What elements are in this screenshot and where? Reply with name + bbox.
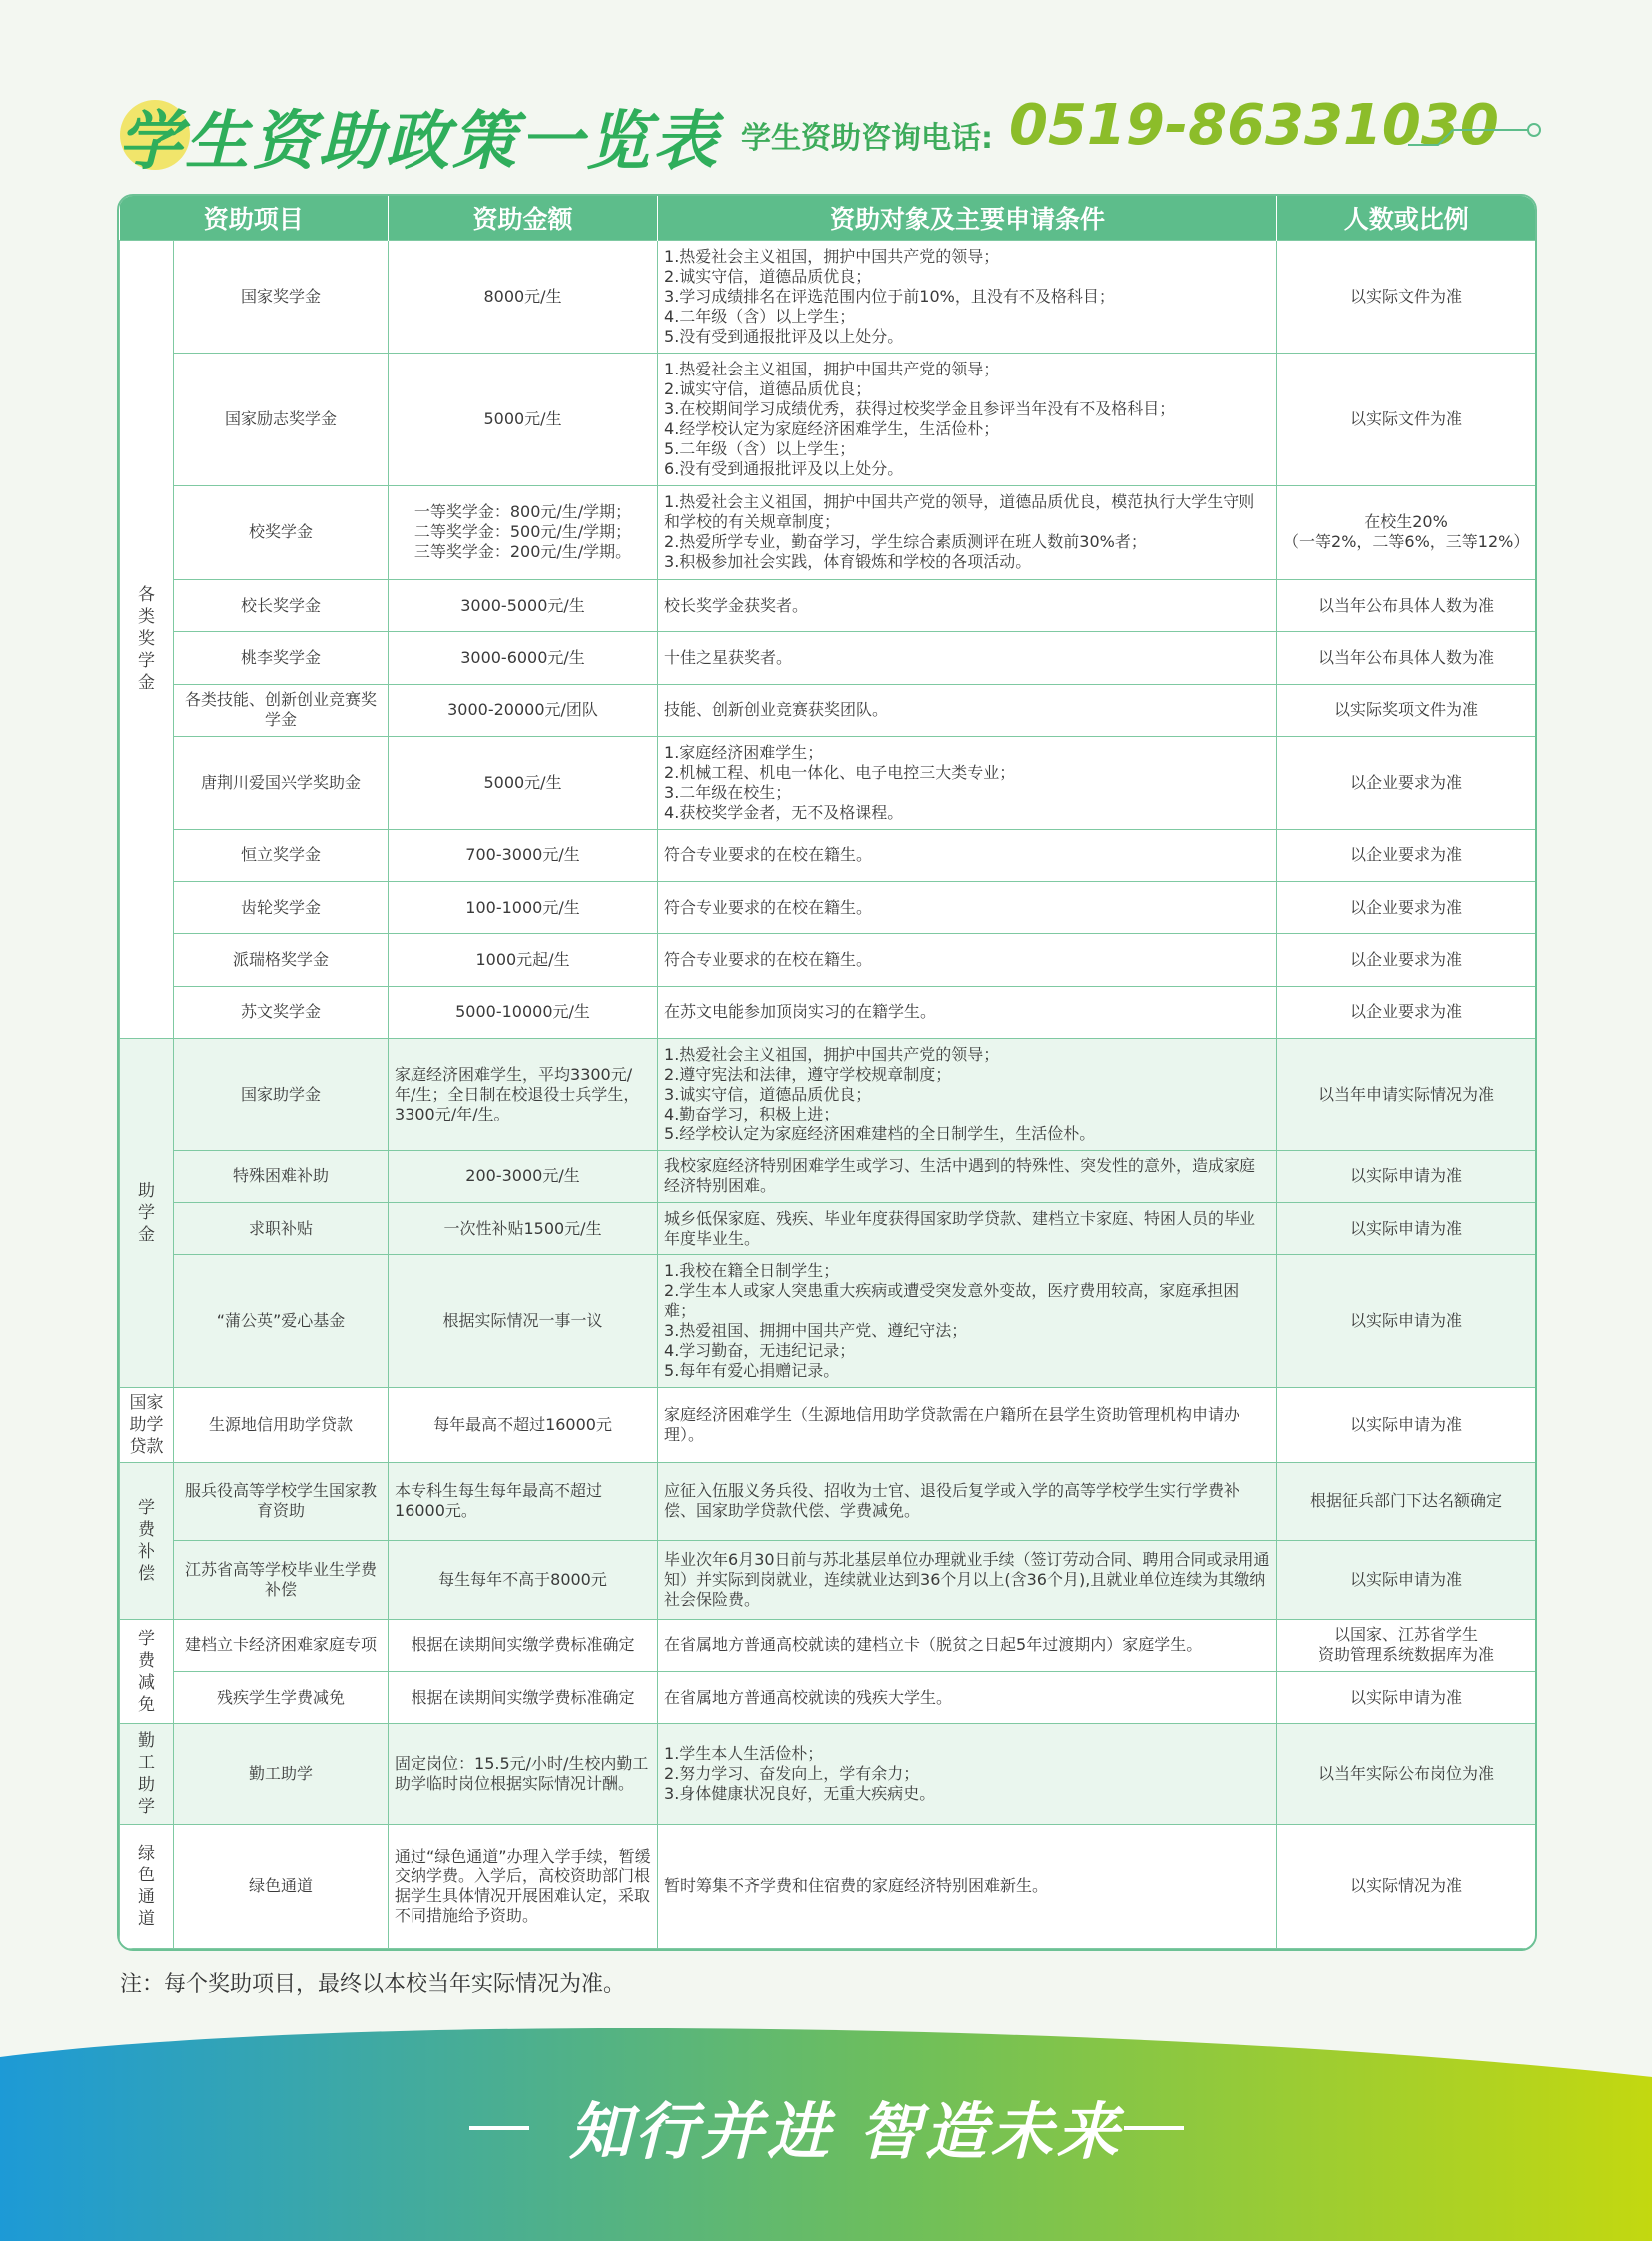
amount: 700-3000元/生 [389,829,658,881]
item-name: 特殊困难补助 [174,1150,389,1202]
item-name: 恒立奖学金 [174,829,389,881]
quota: 以实际申请为准 [1277,1150,1536,1202]
table-row [120,353,1536,485]
table-row [120,1724,1536,1825]
amount: 5000-10000元/生 [389,986,658,1038]
page-title: 学生资助政策一览表 [118,105,720,179]
slogan-dash-right [1124,2126,1184,2130]
requirements: 符合专业要求的在校在籍生。 [658,882,1277,934]
phone-label: 学生资助咨询电话: [741,121,993,156]
item-name: 生源地信用助学贷款 [174,1388,389,1462]
table-row [120,1039,1536,1151]
requirements: 符合专业要求的在校在籍生。 [658,934,1277,986]
requirements: 1.热爱社会主义祖国，拥护中国共产党的领导； 2.诚实守信，道德品质优良； 3.学习成绩排名在评选范围内位于前10%，且没有不及格科目； 4.二年级（含）以上学生； 5.没有受到通报批评及以上处分。 [658,241,1277,354]
col-header-quota: 人数或比例 [1277,196,1536,241]
table-row [120,986,1536,1038]
requirements: 在苏文电能参加顶岗实习的在籍学生。 [658,986,1277,1038]
quota: 以企业要求为准 [1277,829,1536,881]
quota: 以实际奖项文件为准 [1277,684,1536,736]
item-name: 桃李奖学金 [174,632,389,684]
table-row [120,1255,1536,1388]
amount: 5000元/生 [389,737,658,830]
quota: 以当年公布具体人数为准 [1277,632,1536,684]
slogan-dash-left [469,2126,529,2130]
table-row [120,1619,1536,1671]
table-header-row [120,196,1536,241]
amount: 根据在读期间实缴学费标准确定 [389,1619,658,1671]
circuit-line-icon [1408,110,1548,150]
page-header [0,0,1652,190]
requirements: 校长奖学金获奖者。 [658,580,1277,632]
amount: 8000元/生 [389,241,658,354]
requirements: 技能、创新创业竞赛获奖团队。 [658,684,1277,736]
group-loan: 国家助学贷款 [120,1388,174,1462]
quota: 以实际申请为准 [1277,1203,1536,1255]
quota: 以实际文件为准 [1277,241,1536,354]
quota: 以企业要求为准 [1277,934,1536,986]
amount: 一次性补贴1500元/生 [389,1203,658,1255]
amount: 200-3000元/生 [389,1150,658,1202]
table-row [120,580,1536,632]
item-name: 勤工助学 [174,1724,389,1825]
item-name: 校长奖学金 [174,580,389,632]
table-row [120,684,1536,736]
amount: 1000元起/生 [389,934,658,986]
requirements: 家庭经济困难学生（生源地信用助学贷款需在户籍所在县学生资助管理机构申请办理）。 [658,1388,1277,1462]
requirements: 1.我校在籍全日制学生； 2.学生本人或家人突患重大疾病或遭受突发意外变故，医疗费用较高，家庭承担困难； 3.热爱祖国、拥拥中国共产党、遵纪守法； 4.学习勤奋，无违纪记录； 5.每年有爱心捐赠记录。 [658,1255,1277,1388]
requirements: 暂时筹集不齐学费和住宿费的家庭经济特别困难新生。 [658,1825,1277,1949]
item-name: 各类技能、创新创业竞赛奖学金 [174,684,389,736]
item-name: 服兵役高等学校学生国家教育资助 [174,1462,389,1541]
requirements: 1.家庭经济困难学生； 2.机械工程、机电一体化、电子电控三大类专业； 3.二年级在校生； 4.获校奖学金者，无不及格课程。 [658,737,1277,830]
table-row [120,934,1536,986]
requirements: 符合专业要求的在校在籍生。 [658,829,1277,881]
requirements: 1.热爱社会主义祖国，拥护中国共产党的领导； 2.诚实守信，道德品质优良； 3.在校期间学习成绩优秀，获得过校奖学金且参评当年没有不及格科目； 4.经学校认定为家庭经济困难学生，生活俭朴； 5.二年级（含）以上学生； 6.没有受到通报批评及以上处分。 [658,353,1277,485]
footer-slogan: 知行并进 智造未来 [569,2095,1123,2168]
item-name: 建档立卡经济困难家庭专项 [174,1619,389,1671]
quota: 在校生20% （一等2%，二等6%，三等12%） [1277,485,1536,580]
quota: 以当年公布具体人数为准 [1277,580,1536,632]
amount: 3000-5000元/生 [389,580,658,632]
quota: 以企业要求为准 [1277,737,1536,830]
requirements: 十佳之星获奖者。 [658,632,1277,684]
table-row [120,1388,1536,1462]
item-name: 派瑞格奖学金 [174,934,389,986]
quota: 以实际情况为准 [1277,1825,1536,1949]
requirements: 毕业次年6月30日前与苏北基层单位办理就业手续（签订劳动合同、聘用合同或录用通知）并实际到岗就业，连续就业达到36个月以上(含36个月),且就业单位连续为其缴纳社会保险费。 [658,1541,1277,1620]
col-header-amount: 资助金额 [389,196,658,241]
amount: 3000-20000元/团队 [389,684,658,736]
quota: 以实际申请为准 [1277,1255,1536,1388]
group-compensation: 学费补偿 [120,1462,174,1619]
policy-table-container [117,194,1537,1951]
quota: 以国家、江苏省学生 资助管理系统数据库为准 [1277,1619,1536,1671]
table-row [120,241,1536,354]
quota: 根据征兵部门下达名额确定 [1277,1462,1536,1541]
table-row [120,882,1536,934]
col-header-item: 资助项目 [120,196,389,241]
item-name: 苏文奖学金 [174,986,389,1038]
quota: 以实际申请为准 [1277,1541,1536,1620]
requirements: 在省属地方普通高校就读的建档立卡（脱贫之日起5年过渡期内）家庭学生。 [658,1619,1277,1671]
item-name: “蒲公英”爱心基金 [174,1255,389,1388]
item-name: 国家助学金 [174,1039,389,1151]
item-name: 国家奖学金 [174,241,389,354]
item-name: 齿轮奖学金 [174,882,389,934]
group-green: 绿色通道 [120,1825,174,1949]
requirements: 1.热爱社会主义祖国，拥护中国共产党的领导； 2.遵守宪法和法律，遵守学校规章制度； 3.诚实守信，道德品质优良； 4.勤奋学习，积极上进； 5.经学校认定为家庭经济困难建档的全日制学生，生活俭朴。 [658,1039,1277,1151]
amount: 根据实际情况一事一议 [389,1255,658,1388]
table-row [120,485,1536,580]
requirements: 城乡低保家庭、残疾、毕业年度获得国家助学贷款、建档立卡家庭、特困人员的毕业年度毕业生。 [658,1203,1277,1255]
item-name: 唐荆川爱国兴学奖助金 [174,737,389,830]
table-row [120,1541,1536,1620]
footnote: 注：每个奖助项目，最终以本校当年实际情况为准。 [120,1972,626,1997]
quota: 以实际申请为准 [1277,1388,1536,1462]
table-row [120,1825,1536,1949]
group-grant: 助学金 [120,1039,174,1388]
requirements: 1.热爱社会主义祖国，拥护中国共产党的领导，道德品质优良，模范执行大学生守则和学校的有关规章制度； 2.热爱所学专业，勤奋学习，学生综合素质测评在班人数前30%者； 3.积极参加社会实践，体育锻炼和学校的各项活动。 [658,485,1277,580]
group-reduction: 学费减免 [120,1619,174,1724]
amount: 100-1000元/生 [389,882,658,934]
table-row [120,737,1536,830]
table-row [120,632,1536,684]
quota: 以实际文件为准 [1277,353,1536,485]
item-name: 国家励志奖学金 [174,353,389,485]
amount: 固定岗位：15.5元/小时/生校内勤工助学临时岗位根据实际情况计酬。 [389,1724,658,1825]
amount: 每生每年不高于8000元 [389,1541,658,1620]
table-row [120,1672,1536,1724]
amount: 3000-6000元/生 [389,632,658,684]
amount: 每年最高不超过16000元 [389,1388,658,1462]
table-row [120,829,1536,881]
quota: 以企业要求为准 [1277,986,1536,1038]
item-name: 求职补贴 [174,1203,389,1255]
table-row [120,1462,1536,1541]
amount: 家庭经济困难学生，平均3300元/年/生；全日制在校退役士兵学生，3300元/年/生。 [389,1039,658,1151]
table-row [120,1203,1536,1255]
amount: 一等奖学金：800元/生/学期； 二等奖学金：500元/生/学期； 三等奖学金：200元/生/学期。 [389,485,658,580]
quota: 以实际申请为准 [1277,1672,1536,1724]
phone-number: 0519-86331030 [1009,93,1499,158]
requirements: 1.学生本人生活俭朴； 2.努力学习、奋发向上，学有余力； 3.身体健康状况良好，无重大疾病史。 [658,1724,1277,1825]
requirements: 应征入伍服义务兵役、招收为士官、退役后复学或入学的高等学校学生实行学费补偿、国家助学贷款代偿、学费减免。 [658,1462,1277,1541]
table-row [120,1150,1536,1202]
requirements: 我校家庭经济特别困难学生或学习、生活中遇到的特殊性、突发性的意外，造成家庭经济特别困难。 [658,1150,1277,1202]
item-name: 残疾学生学费减免 [174,1672,389,1724]
amount: 根据在读期间实缴学费标准确定 [389,1672,658,1724]
item-name: 校奖学金 [174,485,389,580]
quota: 以企业要求为准 [1277,882,1536,934]
amount: 通过“绿色通道”办理入学手续，暂缓交纳学费。入学后，高校资助部门根据学生具体情况开展困难认定，采取不同措施给予资助。 [389,1825,658,1949]
quota: 以当年申请实际情况为准 [1277,1039,1536,1151]
requirements: 在省属地方普通高校就读的残疾大学生。 [658,1672,1277,1724]
group-scholarship: 各类奖学金 [120,241,174,1039]
amount: 5000元/生 [389,353,658,485]
col-header-requirements: 资助对象及主要申请条件 [658,196,1277,241]
group-workstudy: 勤工助学 [120,1724,174,1825]
amount: 本专科生每生每年最高不超过16000元。 [389,1462,658,1541]
item-name: 绿色通道 [174,1825,389,1949]
quota: 以当年实际公布岗位为准 [1277,1724,1536,1825]
policy-table [119,196,1536,1949]
item-name: 江苏省高等学校毕业生学费补偿 [174,1541,389,1620]
